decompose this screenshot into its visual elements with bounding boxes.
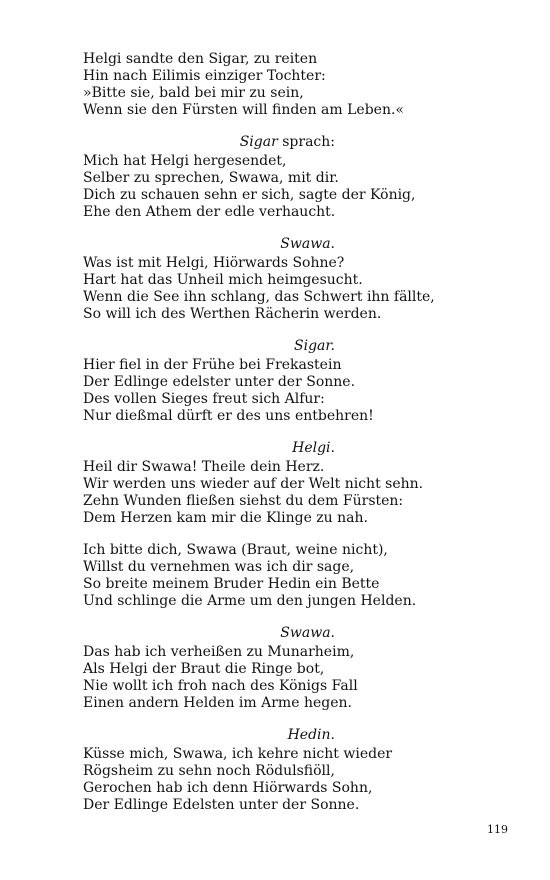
- verse-line: Des vollen Sieges freut sich Alfur:: [83, 391, 325, 407]
- verse-line: Wir werden uns wieder auf der Welt nicht sehn.: [83, 476, 424, 492]
- verse-line: Und schlinge die Arme um den jungen Helden.: [83, 593, 417, 609]
- verse-line: Hier fiel in der Frühe bei Frekastein: [83, 357, 342, 373]
- verse-line: Nie wollt ich froh nach des Königs Fall: [83, 678, 358, 694]
- verse-line: Gerochen hab ich denn Hiörwards Sohn,: [83, 780, 373, 796]
- verse-line: Hin nach Eilimis einziger Tochter:: [83, 68, 326, 84]
- speaker-name: Hedin.: [287, 727, 335, 743]
- speaker-name: Sigar: [239, 134, 278, 150]
- stanza: [83, 51, 403, 119]
- verse-line: Als Helgi der Braut die Ringe bot,: [83, 661, 325, 677]
- poem-section: [83, 236, 435, 323]
- verse-line: Helgi sandte den Sigar, zu reiten: [83, 51, 318, 67]
- verse-line: Der Edlinge Edelsten unter der Sonne.: [83, 797, 360, 813]
- poem-section: [83, 51, 403, 119]
- verse-line: Ehe den Athem der edle verhaucht.: [83, 204, 336, 220]
- verse-line: Mich hat Helgi hergesendet,: [83, 153, 287, 169]
- poem-section: [83, 727, 403, 814]
- poem-section: [83, 625, 403, 712]
- verse-line: Wenn die See ihn schlang, das Schwert ihn fällte,: [83, 289, 435, 305]
- verse-line: Das hab ich verheißen zu Munarheim,: [83, 644, 355, 660]
- stanza: [83, 255, 435, 323]
- speaker-heading: [83, 440, 335, 457]
- verse-line: Willst du vernehmen was ich dir sage,: [83, 559, 355, 575]
- verse-line: Nur dießmal dürft er des uns entbehren!: [83, 408, 374, 424]
- verse-line: So will ich des Werthen Rächerin werden.: [83, 306, 382, 322]
- verse-line: Der Edlinge edelster unter der Sonne.: [83, 374, 356, 390]
- poem-section: [83, 134, 416, 221]
- poem-section: [83, 440, 424, 610]
- stanza: [83, 644, 403, 712]
- speaker-name: Swawa.: [280, 236, 335, 252]
- speaker-heading: [83, 338, 335, 355]
- speaker-heading: [83, 236, 335, 253]
- speaker-name: Sigar.: [294, 338, 335, 354]
- speaker-name: Swawa.: [280, 625, 335, 641]
- stanza: [83, 357, 403, 425]
- speaker-name: Helgi.: [292, 440, 335, 456]
- speaker-heading: [83, 625, 335, 642]
- verse-line: Dem Herzen kam mir die Klinge zu nah.: [83, 510, 368, 526]
- verse-line: Rögsheim zu sehn noch Rödulsfiöll,: [83, 763, 335, 779]
- verse-line: Selber zu sprechen, Swawa, mit dir.: [83, 170, 339, 186]
- speaker-heading: [83, 727, 335, 744]
- stanza: [83, 153, 416, 221]
- verse-line: Dich zu schauen sehn er sich, sagte der König,: [83, 187, 416, 203]
- verse-line: Heil dir Swawa! Theile dein Herz.: [83, 459, 325, 475]
- verse-line: Einen andern Helden im Arme hegen.: [83, 695, 352, 711]
- verse-line: Was ist mit Helgi, Hiörwards Sohne?: [83, 255, 345, 271]
- poem-section: [83, 338, 403, 425]
- stanza: [83, 459, 424, 527]
- verse-line: Küsse mich, Swawa, ich kehre nicht wieder: [83, 746, 393, 762]
- verse-line: So breite meinem Bruder Hedin ein Bette: [83, 576, 380, 592]
- stanza: [83, 542, 417, 610]
- verse-line: »Bitte sie, bald bei mir zu sein,: [83, 85, 304, 101]
- verse-line: Ich bitte dich, Swawa (Braut, weine nicht),: [83, 542, 388, 558]
- stanza: [83, 746, 403, 814]
- verse-line: Wenn sie den Fürsten will finden am Leben.«: [83, 102, 404, 118]
- poem-page: [83, 51, 435, 829]
- speaker-suffix: sprach:: [277, 134, 335, 150]
- speaker-heading: [83, 134, 335, 151]
- verse-line: Hart hat das Unheil mich heimgesucht.: [83, 272, 363, 288]
- verse-line: Zehn Wunden fließen siehst du dem Fürsten:: [83, 493, 404, 509]
- page-number: 119: [487, 823, 508, 836]
